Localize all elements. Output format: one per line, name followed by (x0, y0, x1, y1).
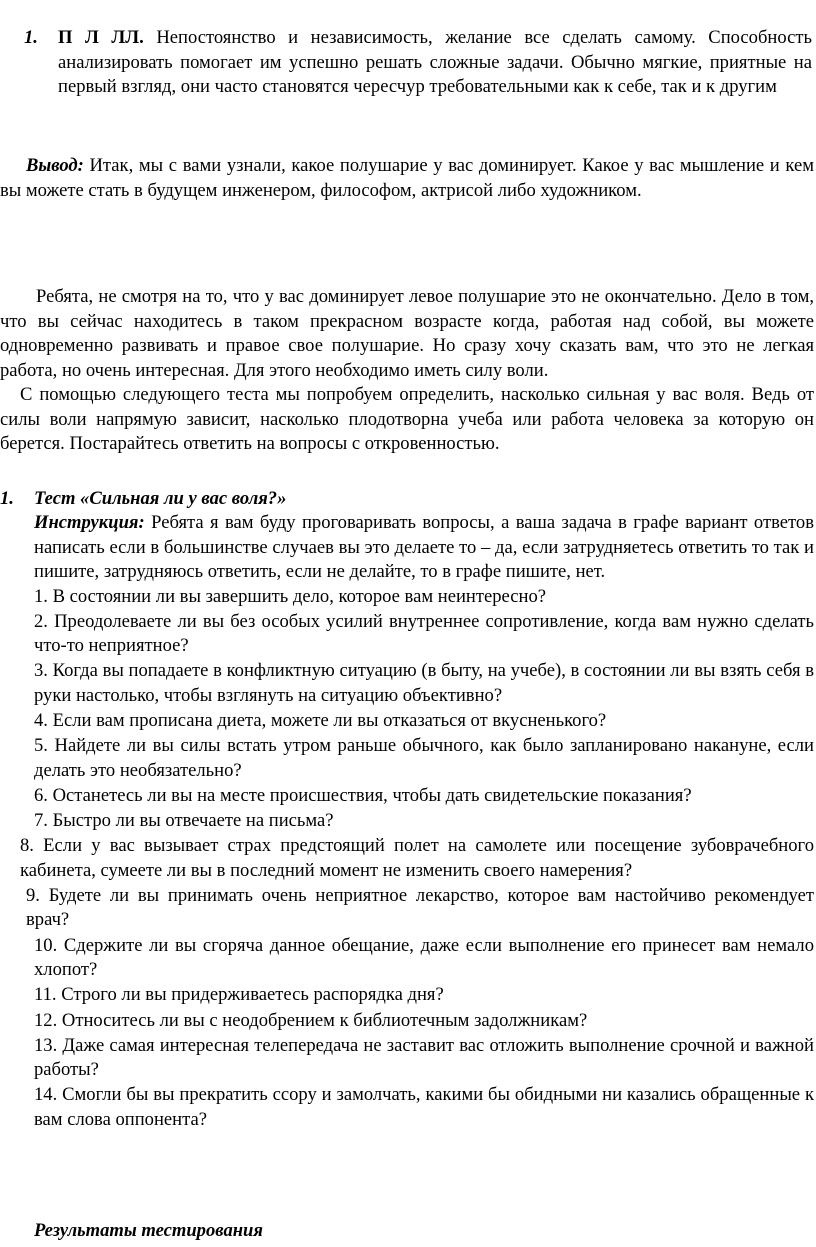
item-1 (0, 26, 816, 100)
test-instruction (34, 511, 814, 585)
question-item: 8. Если у вас вызывает страх предстоящий полет на самолете или посещение зубоврачебного кабинета, сумеете ли вы в последний момент не изменить своего намерения? (20, 835, 814, 881)
results-heading: Результаты тестирования (34, 1220, 263, 1241)
question-item: 10. Сдержите ли вы сгоряча данное обещание, даже если выполнение его принесет вам немало хлопот? (34, 934, 814, 980)
intro-paragraph-2: С помощью следующего теста мы попробуем определить, насколько сильная у вас воля. Ведь от силы воли напрямую зависит, насколько плодотворна учеба или работа человека за которую он берется. Постарайтесь ответить на вопросы с откровенностью. (0, 384, 814, 454)
conclusion-paragraph (0, 154, 814, 203)
question-item: 13. Даже самая интересная телепередача не заставит вас отложить выполнение срочной и важной работы? (34, 1034, 814, 1081)
question-item: 2. Преодолеваете ли вы без особых усилий внутреннее сопротивление, когда вам нужно сделать что-то неприятное? (34, 610, 814, 657)
intro (0, 285, 816, 457)
question-item: 14. Смогли бы вы прекратить ссору и замолчать, какими бы обидными ни казались обращенные к вам слова оппонента? (34, 1084, 814, 1130)
question-item: 3. Когда вы попадаете в конфликтную ситуацию (в быту, на учебе), в состоянии ли вы взять себя в руки настолько, чтобы взглянуть на ситуацию объективно? (34, 660, 814, 706)
instruction-label: Инструкция: (34, 512, 145, 533)
question-item: 4. Если вам прописана диета, можете ли вы отказаться от вкусненького? (34, 709, 607, 731)
test-number: 1. (0, 488, 14, 509)
question-item: 1. В состоянии ли вы завершить дело, которое вам неинтересно? (34, 585, 546, 607)
question-item: 11. Строго ли вы придерживаетесь распорядка дня? (34, 984, 444, 1006)
instruction-text: Ребята я вам буду проговаривать вопросы, а ваша задача в графе вариант ответов написать если в большинстве случаев вы это делаете то – да, если затрудняетесь ответить то так и пишите, затрудняюсь ответить, если не делайте, то в графе пишите, нет. (34, 512, 814, 582)
test-heading (0, 486, 816, 511)
conclusion (0, 154, 816, 203)
question-item: 7. Быстро ли вы отвечаете на письма? (34, 810, 334, 832)
conclusion-text: Итак, мы с вами узнали, какое полушарие у вас доминирует. Какое у вас мышление и кем вы можете стать в будущем инженером, философом, актрисой либо художником. (0, 155, 814, 201)
question-item: 6. Останетесь ли вы на месте происшествия, чтобы дать свидетельские показания? (34, 784, 692, 806)
question-item: 5. Найдете ли вы силы встать утром раньше обычного, как было запланировано накануне, если делать это необязательно? (34, 735, 814, 781)
item-1-number: 1. (24, 27, 38, 48)
item-1-text: Непостоянство и независимость, желание все сделать самому. Способность анализировать помогает им успешно решать сложные задачи. Обычно мягкие, приятные на первый взгляд, они часто становятся чересчур требовательными как к себе, так и к другим (58, 27, 812, 97)
question-item: 12. Относитесь ли вы с неодобрением к библиотечным задолжникам? (34, 1009, 588, 1031)
question-list (0, 585, 816, 1133)
test-section (0, 486, 816, 1133)
question-item: 9. Будете ли вы принимать очень неприятное лекарство, которое вам настойчиво рекомендует врач? (26, 885, 814, 931)
item-1-title: П Л ЛЛ. (58, 27, 144, 48)
test-title: Тест «Сильная ли у вас воля?» (34, 488, 287, 509)
intro-paragraph-1: Ребята, не смотря на то, что у вас доминирует левое полушарие это не окончательно. Дело в том, что вы сейчас находитесь в таком прекрасном возрасте когда, работая над собой, вы можете одновременно развивать и правое свое полушарие. Но сразу хочу сказать вам, что это не легкая работа, но очень интересная. Для этого необходимо иметь силу воли. (0, 286, 814, 381)
item-1-paragraph (58, 26, 812, 100)
conclusion-label: Вывод: (26, 155, 84, 176)
